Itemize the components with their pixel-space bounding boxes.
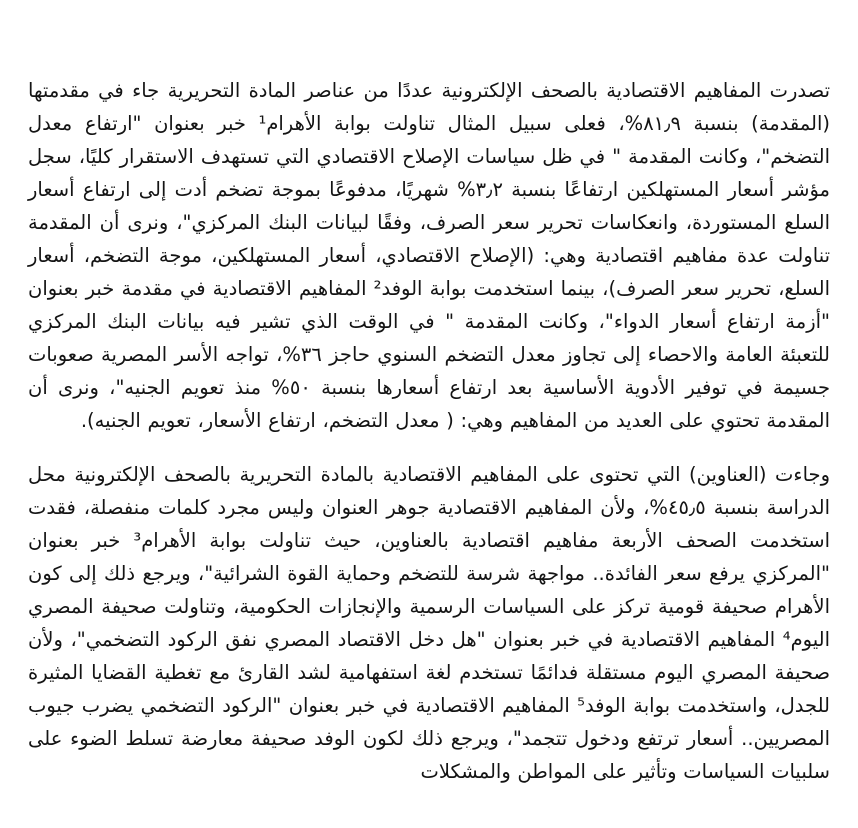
paragraph-introductions: تصدرت المفاهيم الاقتصادية بالصحف الإلكترونية عددًا من عناصر المادة التحريرية جاء في مقدمتها (المقدمة) بنسبة ٨١٫٩%، فعلى سبيل المثال تناولت بوابة الأهرام¹ خبر بعنوان "ارتفاع معدل التضخم"، وكانت المقدمة " في ظل سياسات الإصلاح الاقتصادي التي تستهدف الاستقرار كليًا، سجل مؤشر أسعار المستهلكين ارتفاعًا بنسبة ٣٫٢% شهريًا، مدفوعًا بموجة تضخم أدت إلى ارتفاع أسعار السلع المستوردة، وانعكاسات تحرير سعر الصرف، وفقًا لبيانات البنك المركزي"، ونرى أن المقدمة تناولت عدة مفاهيم اقتصادية وهي: (الإصلاح الاقتصادي، أسعار المستهلكين، موجة التضخم، أسعار السلع، تحرير سعر الصرف)، بينما استخدمت بوابة الوفد² المفاهيم الاقتصادية في مقدمة خبر بعنوان "أزمة ارتفاع أسعار الدواء"، وكانت المقدمة " في الوقت الذي تشير فيه بيانات البنك المركزي للتعبئة العامة والاحصاء إلى تجاوز معدل التضخم السنوي حاجز ٣٦%، تواجه الأسر المصرية صعوبات جسيمة في توفير الأدوية الأساسية بعد ارتفاع أسعارها بنسبة ٥٠% منذ تعويم الجنيه"، ونرى أن المقدمة تحتوي على العديد من المفاهيم وهي: ( معدل التضخم، ارتفاع الأسعار، تعويم الجنيه). (28, 79, 831, 432)
paragraph-headlines: وجاءت (العناوين) التي تحتوى على المفاهيم الاقتصادية بالمادة التحريرية بالصحف الإلكترونية محل الدراسة بنسبة ٤٥٫٥%، ولأن المفاهيم الاقتصادية جوهر العنوان وليس مجرد كلمات منفصلة، فقدت استخدمت الصحف الأربعة مفاهيم اقتصادية بالعناوين، حيث تناولت بوابة الأهرام³ خبر بعنوان "المركزي يرفع سعر الفائدة.. مواجهة شرسة للتضخم وحماية القوة الشرائية"، ويرجع ذلك إلى كون الأهرام صحيفة قومية تركز على السياسات الرسمية والإنجازات الحكومية، وتناولت صحيفة المصري اليوم⁴ المفاهيم الاقتصادية في خبر بعنوان "هل دخل الاقتصاد المصري نفق الركود التضخمي"، ولأن صحيفة المصري اليوم مستقلة فدائمًا تستخدم لغة استفهامية لشد القارئ مع تغطية القضايا المثيرة للجدل، واستخدمت بوابة الوفد⁵ المفاهيم الاقتصادية في خبر بعنوان "الركود التضخمي يضرب جيوب المصريين.. أسعار ترتفع ودخول تتجمد"، ويرجع ذلك لكون الوفد صحيفة معارضة تسلط الضوء على سلبيات السياسات وتأثير على المواطن والمشكلات (28, 463, 830, 783)
